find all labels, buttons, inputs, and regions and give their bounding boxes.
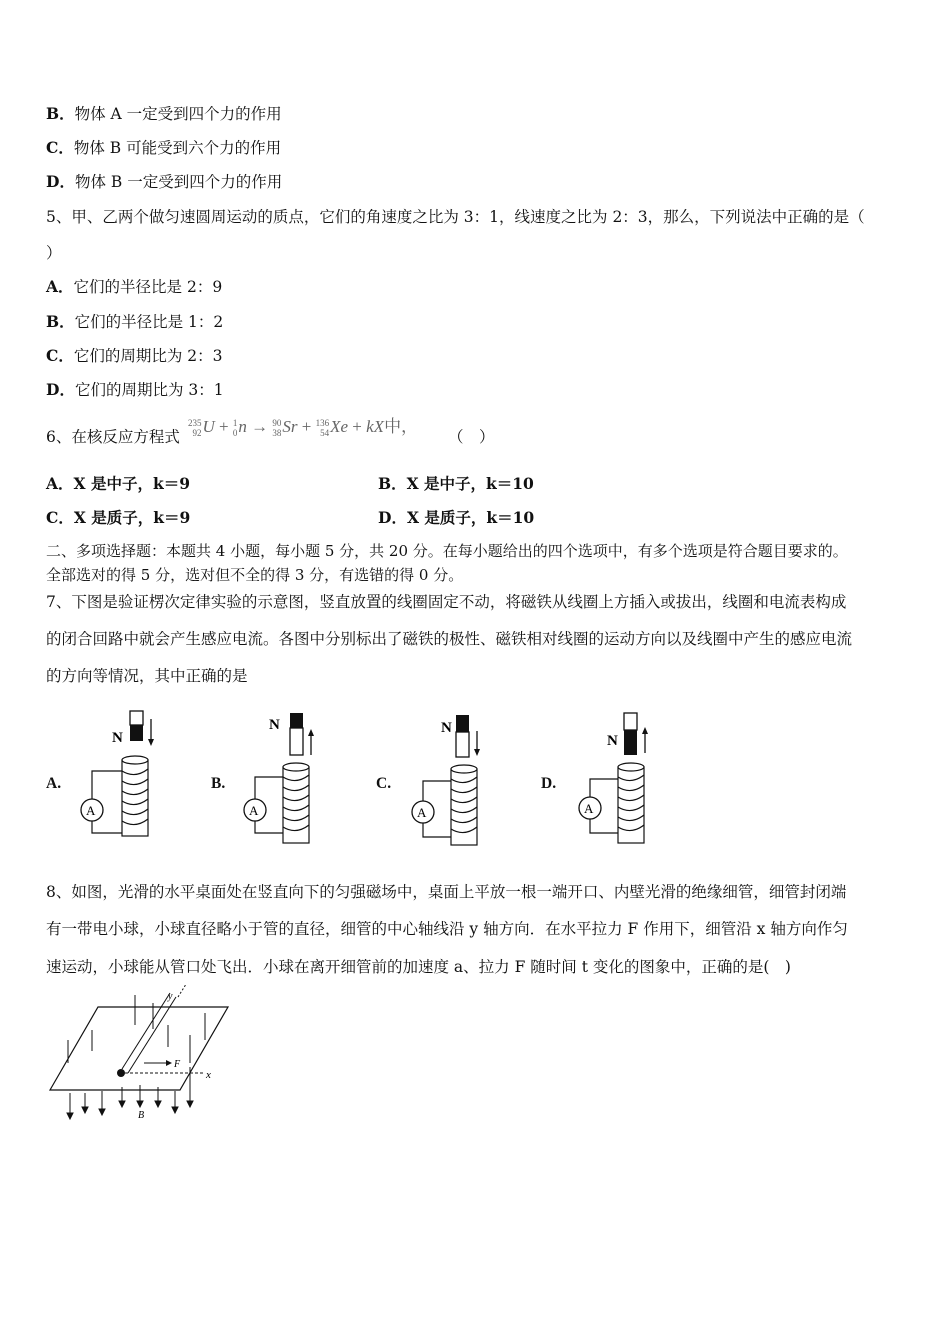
q6-stem: 6、在核反应方程式 bbox=[46, 428, 180, 446]
pole-label: N bbox=[112, 730, 123, 746]
ammeter-label: A bbox=[86, 803, 96, 818]
q4-option-d: D．物体 B 一定受到四个力的作用 bbox=[46, 172, 283, 191]
q6-option-c: C．X 是质子，k＝9 bbox=[46, 508, 191, 527]
pole-label: N bbox=[269, 717, 280, 733]
pole-label: N bbox=[607, 733, 618, 749]
q4-option-b: B．物体 A 一定受到四个力的作用 bbox=[46, 104, 282, 123]
pole-label: N bbox=[441, 720, 452, 736]
ammeter-label: A bbox=[417, 805, 427, 820]
q7-figure-a: A. N A bbox=[40, 705, 190, 850]
q8-stem-3: 速运动，小球能从管口处飞出．小球在离开细管前的加速度 a、拉力 F 随时间 t 变化的图象中，正确的是( ) bbox=[46, 958, 791, 976]
q5-option-a: A．它们的半径比是 2：9 bbox=[46, 277, 223, 296]
q5-stem-end: ） bbox=[46, 244, 62, 262]
q6-option-a: A．X 是中子，k＝9 bbox=[46, 474, 190, 493]
force-label: F bbox=[174, 1059, 181, 1070]
q5-stem: 5、甲、乙两个做匀速圆周运动的质点，它们的角速度之比为 3：1，线速度之比为 2：3，那么，下列说法中正确的是（ bbox=[46, 208, 865, 226]
section-instructions: 全部选对的得 5 分，选对但不全的得 3 分，有选错的得 0 分。 bbox=[46, 566, 464, 584]
q7-figure-d: D. N A bbox=[535, 705, 685, 850]
nuclear-equation: 235 92 U + 1 0 n → 90 38 Sr + 136 54 Xe + kX中， bbox=[188, 417, 419, 439]
q8-figure bbox=[40, 985, 240, 1135]
q6-option-b: B．X 是中子，k＝10 bbox=[378, 474, 534, 493]
q7-stem-3: 的方向等情况，其中正确的是 bbox=[46, 667, 248, 685]
q6-option-d: D．X 是质子，k＝10 bbox=[378, 508, 535, 527]
ammeter-label: A bbox=[584, 801, 594, 816]
x-axis-label: x bbox=[206, 1069, 211, 1081]
q5-option-c: C．它们的周期比为 2：3 bbox=[46, 346, 223, 365]
field-label: B bbox=[138, 1110, 145, 1121]
q5-option-d: D．它们的周期比为 3：1 bbox=[46, 380, 224, 399]
q7-stem-1: 7、下图是验证楞次定律实验的示意图，竖直放置的线圈固定不动，将磁铁从线圈上方插入或拔出，线圈和电流表构成 bbox=[46, 593, 847, 611]
q7-stem-2: 的闭合回路中就会产生感应电流。各图中分别标出了磁铁的极性、磁铁相对线圈的运动方向以及线圈中产生的感应电流 bbox=[46, 630, 853, 648]
section-heading: 二、多项选择题：本题共 4 小题，每小题 5 分，共 20 分。在每小题给出的四个选项中，有多个选项是符合题目要求的。 bbox=[46, 542, 848, 560]
q7-figure-c: C. N A bbox=[370, 705, 520, 850]
q5-option-b: B．它们的半径比是 1：2 bbox=[46, 312, 224, 331]
q7-figure-b: B. N A bbox=[205, 705, 355, 850]
q4-option-c: C．物体 B 可能受到六个力的作用 bbox=[46, 138, 282, 157]
q6-bracket: （ ） bbox=[448, 428, 495, 446]
q8-stem-1: 8、如图，光滑的水平桌面处在竖直向下的匀强磁场中，桌面上平放一根一端开口、内壁光滑的绝缘细管，细管封闭端 bbox=[46, 883, 847, 901]
q8-stem-2: 有一带电小球，小球直径略小于管的直径，细管的中心轴线沿 y 轴方向．在水平拉力 F 作用下，细管沿 x 轴方向作匀 bbox=[46, 920, 848, 938]
ammeter-label: A bbox=[249, 803, 259, 818]
y-axis-label: y bbox=[168, 991, 173, 1002]
